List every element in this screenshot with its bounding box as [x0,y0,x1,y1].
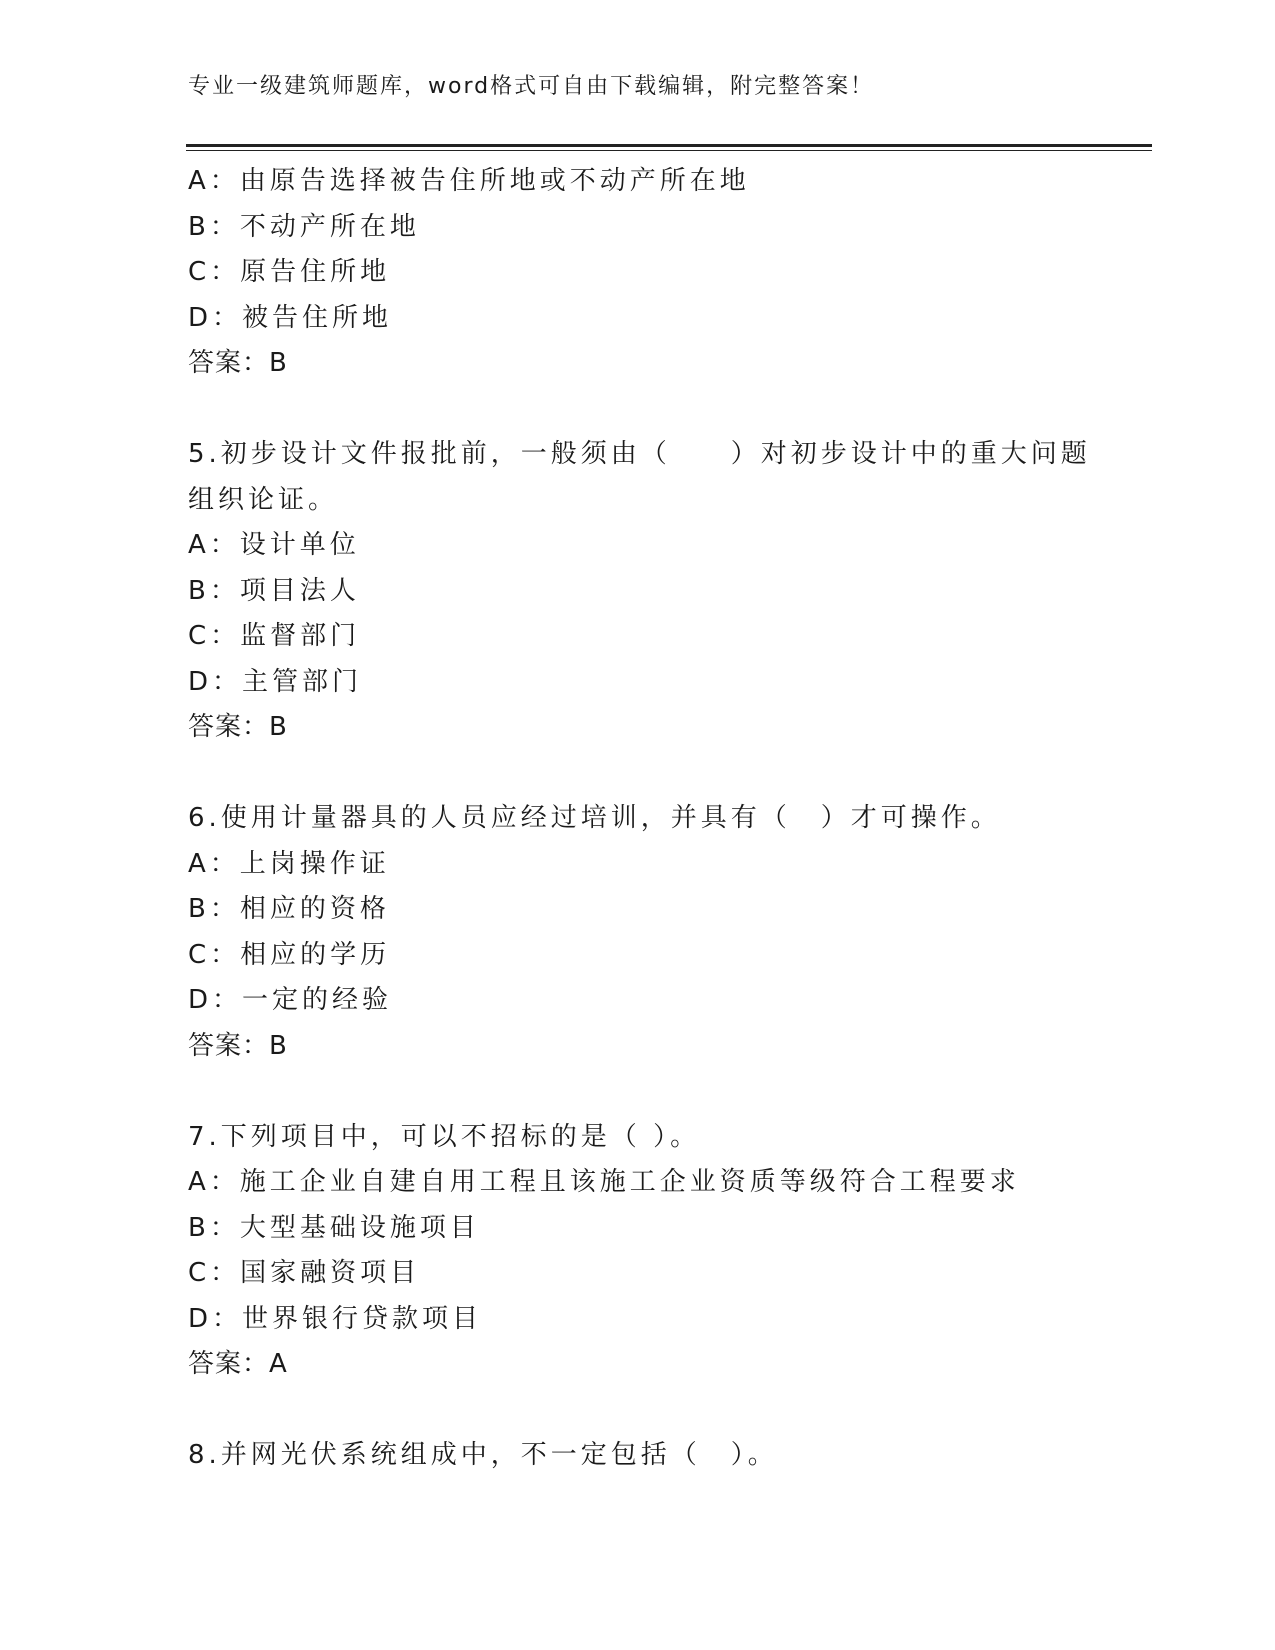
spacer [188,387,1148,433]
spacer [188,751,1148,797]
answer: 答案：B [188,1030,288,1061]
answer: 答案：B [188,348,288,378]
answer: 答案：B [188,712,288,742]
option-a: A：施工企业自建自用工程且该施工企业资质等级符合工程要求 [188,1167,1020,1197]
question-7 [188,1115,1148,1388]
question-stem-continued: 组织论证。 [188,484,339,515]
option-b: B：大型基础设施项目 [188,1212,480,1243]
option-a: A：由原告选择被告住所地或不动产所在地 [188,166,750,196]
option-c: C：国家融资项目 [188,1258,421,1288]
header-divider-thin [186,150,1152,151]
question-stem: 7.下列项目中，可以不招标的是（ ）。 [188,1121,701,1152]
question-8 [188,1433,1148,1479]
option-b: B：相应的资格 [188,894,390,924]
option-a: A：上岗操作证 [188,848,390,879]
answer: 答案：A [188,1349,288,1379]
question-list [188,159,1148,1479]
spacer [188,1388,1148,1434]
option-c: C：监督部门 [188,621,361,651]
spacer [188,1069,1148,1115]
header-divider-thick [186,144,1152,147]
option-b: B：项目法人 [188,575,360,606]
option-d: D：一定的经验 [188,985,393,1015]
question-stem: 8.并网光伏系统组成中，不一定包括（ ）。 [188,1440,778,1470]
option-a: A：设计单位 [188,530,360,560]
option-c: C：相应的学历 [188,939,391,970]
option-c: C：原告住所地 [188,257,391,287]
question-6 [188,796,1148,1069]
question-4 [188,159,1148,387]
option-d: D：被告住所地 [188,302,393,333]
option-b: B：不动产所在地 [188,211,420,242]
option-d: D：主管部门 [188,666,363,697]
question-5 [188,432,1148,751]
question-stem: 5.初步设计文件报批前，一般须由（ ）对初步设计中的重大问题 [188,439,1091,469]
question-stem: 6.使用计量器具的人员应经过培训，并具有（ ）才可操作。 [188,803,1001,833]
page-header: 专业一级建筑师题库，word格式可自由下载编辑，附完整答案！ [188,74,875,99]
option-d: D：世界银行贷款项目 [188,1303,483,1334]
